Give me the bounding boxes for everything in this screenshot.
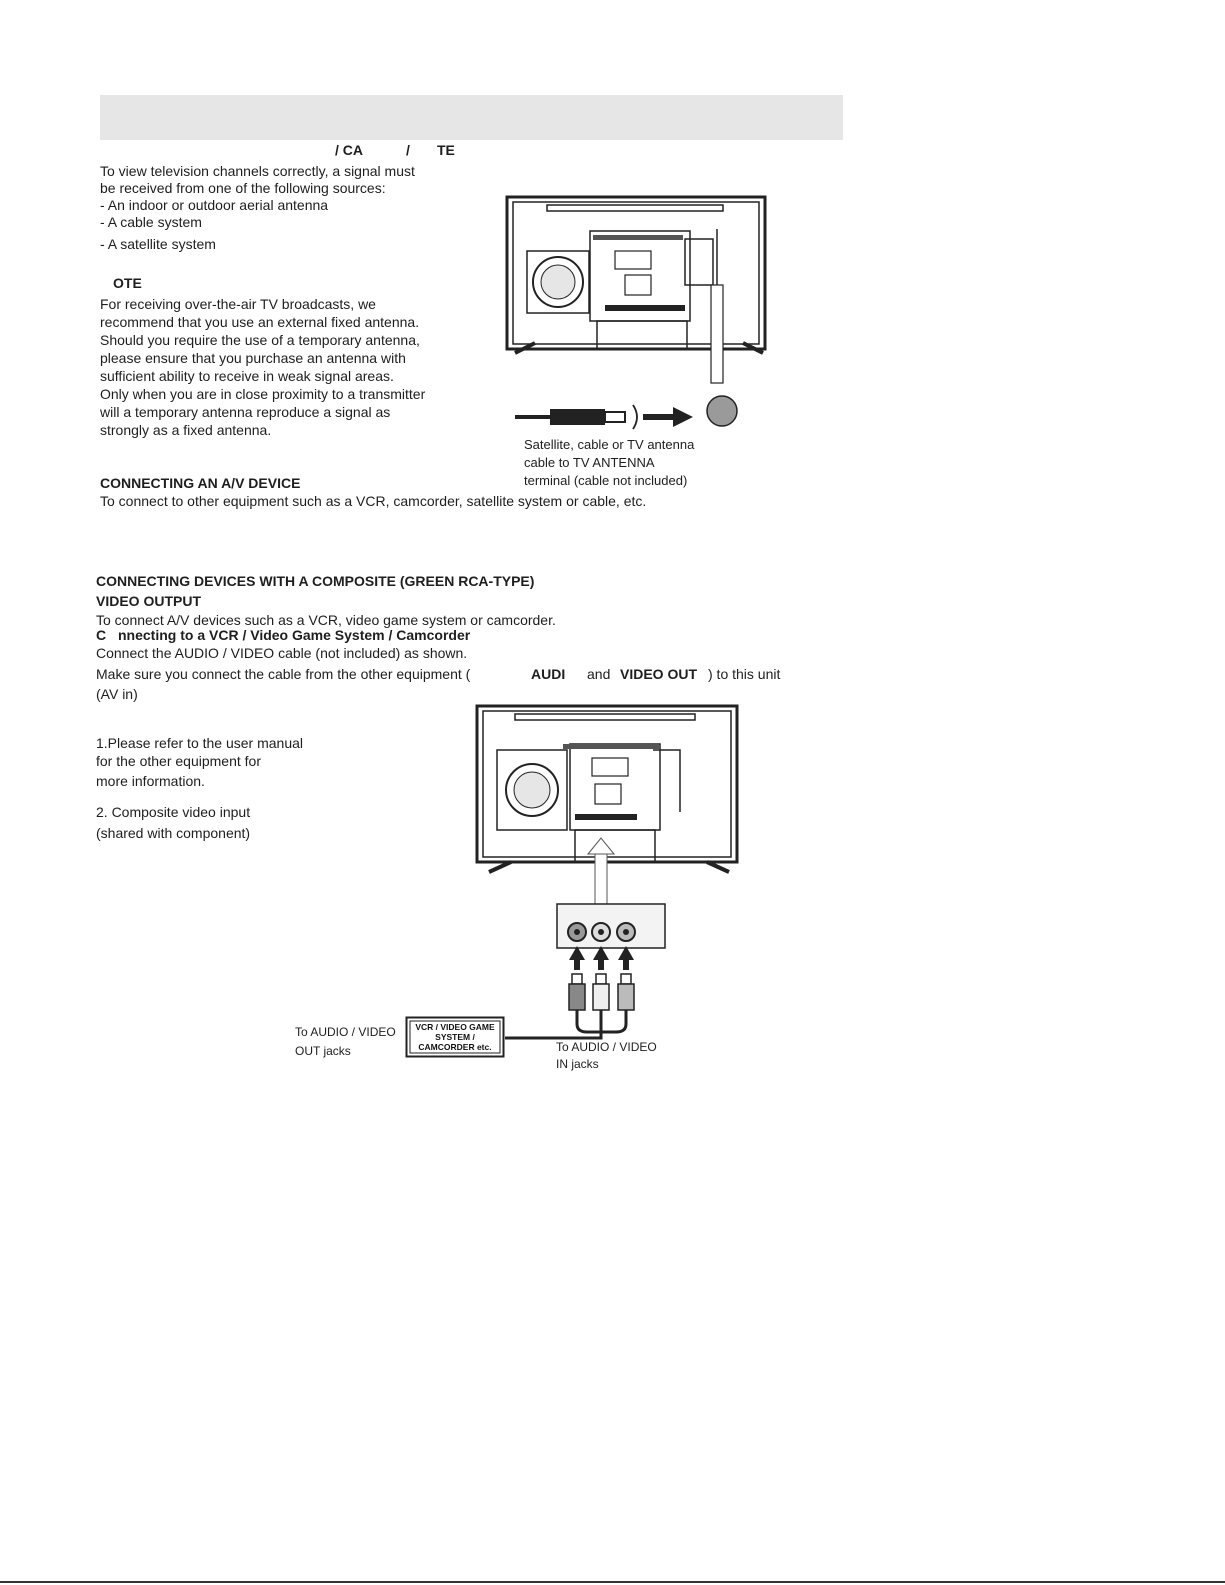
note-line: Should you require the use of a temporary antenna, [100,332,420,348]
out-jacks-label-line-2: OUT jacks [295,1044,351,1058]
composite-intro: To connect A/V devices such as a VCR, video game system or camcorder. [96,612,556,628]
heading-fragment-te: TE [437,142,455,158]
source-item: - A cable system [100,214,202,230]
intro-line-1: To view television channels correctly, a signal must [100,163,415,179]
note-item: 2. Composite video input [96,804,251,820]
av-in-text: (AV in) [96,686,138,702]
antenna-caption-line: Satellite, cable or TV antenna [524,437,695,452]
note-line: please ensure that you purchase an antenna with [100,350,406,366]
antenna-caption-line: cable to TV ANTENNA [524,455,655,470]
tv-composite-diagram [475,702,745,1077]
heading-fragment-slash: / [406,142,410,158]
composite-heading: CONNECTING DEVICES WITH A COMPOSITE (GREEN RCA-TYPE) [96,573,535,589]
subheading-rest: nnecting to a VCR / Video Game System / Camcorder [118,627,471,643]
section-header-bar [100,95,843,140]
make-sure-pre: Make sure you connect the cable from the other equipment ( [96,666,471,682]
make-sure-video-out: VIDEO OUT [620,666,698,682]
make-sure-and: and [587,666,611,682]
subheading-c: C [96,627,107,643]
in-jacks-label: To AUDIO / VIDEO [556,1040,657,1054]
intro-line-2: be received from one of the following sources: [100,180,386,196]
composite-heading-line-2: VIDEO OUTPUT [96,593,202,609]
source-item: - A satellite system [100,236,216,252]
note-item: (shared with component) [96,825,251,841]
device-box-line: SYSTEM / [435,1032,475,1042]
note-heading: OTE [113,275,142,291]
note-item: 1.Please refer to the user manual [96,735,304,751]
connect-text: Connect the AUDIO / VIDEO cable (not included) as shown. [96,645,468,661]
note-line: Only when you are in close proximity to a transmitter [100,386,426,402]
page-bottom-rule [0,1581,1225,1583]
make-sure-post: ) to this unit [708,666,781,682]
antenna-caption-line: terminal (cable not included) [524,473,688,488]
tv-antenna-diagram [505,193,775,433]
heading-fragment-ca: / CA [335,142,363,158]
device-box-line: CAMCORDER etc. [418,1042,492,1052]
device-box-line: VCR / VIDEO GAME [415,1022,495,1032]
in-jacks-label-line-2: IN jacks [556,1057,599,1071]
note-line: For receiving over-the-air TV broadcasts, we [100,296,376,312]
out-jacks-label: To AUDIO / VIDEO [295,1025,396,1039]
note-line: recommend that you use an external fixed antenna. [100,314,420,330]
av-device-heading: CONNECTING AN A/V DEVICE [100,475,301,491]
source-item: - An indoor or outdoor aerial antenna [100,197,329,213]
av-device-text: To connect to other equipment such as a VCR, camcorder, satellite system or cable, etc. [100,493,647,509]
note-line: strongly as a fixed antenna. [100,422,272,438]
vcr-device-box [405,1016,505,1058]
note-line: sufficient ability to receive in weak signal areas. [100,368,394,384]
make-sure-audi: AUDI [531,666,566,682]
note-line: will a temporary antenna reproduce a signal as [100,404,391,420]
note-item: more information. [96,773,205,789]
note-item: for the other equipment for [96,753,261,769]
